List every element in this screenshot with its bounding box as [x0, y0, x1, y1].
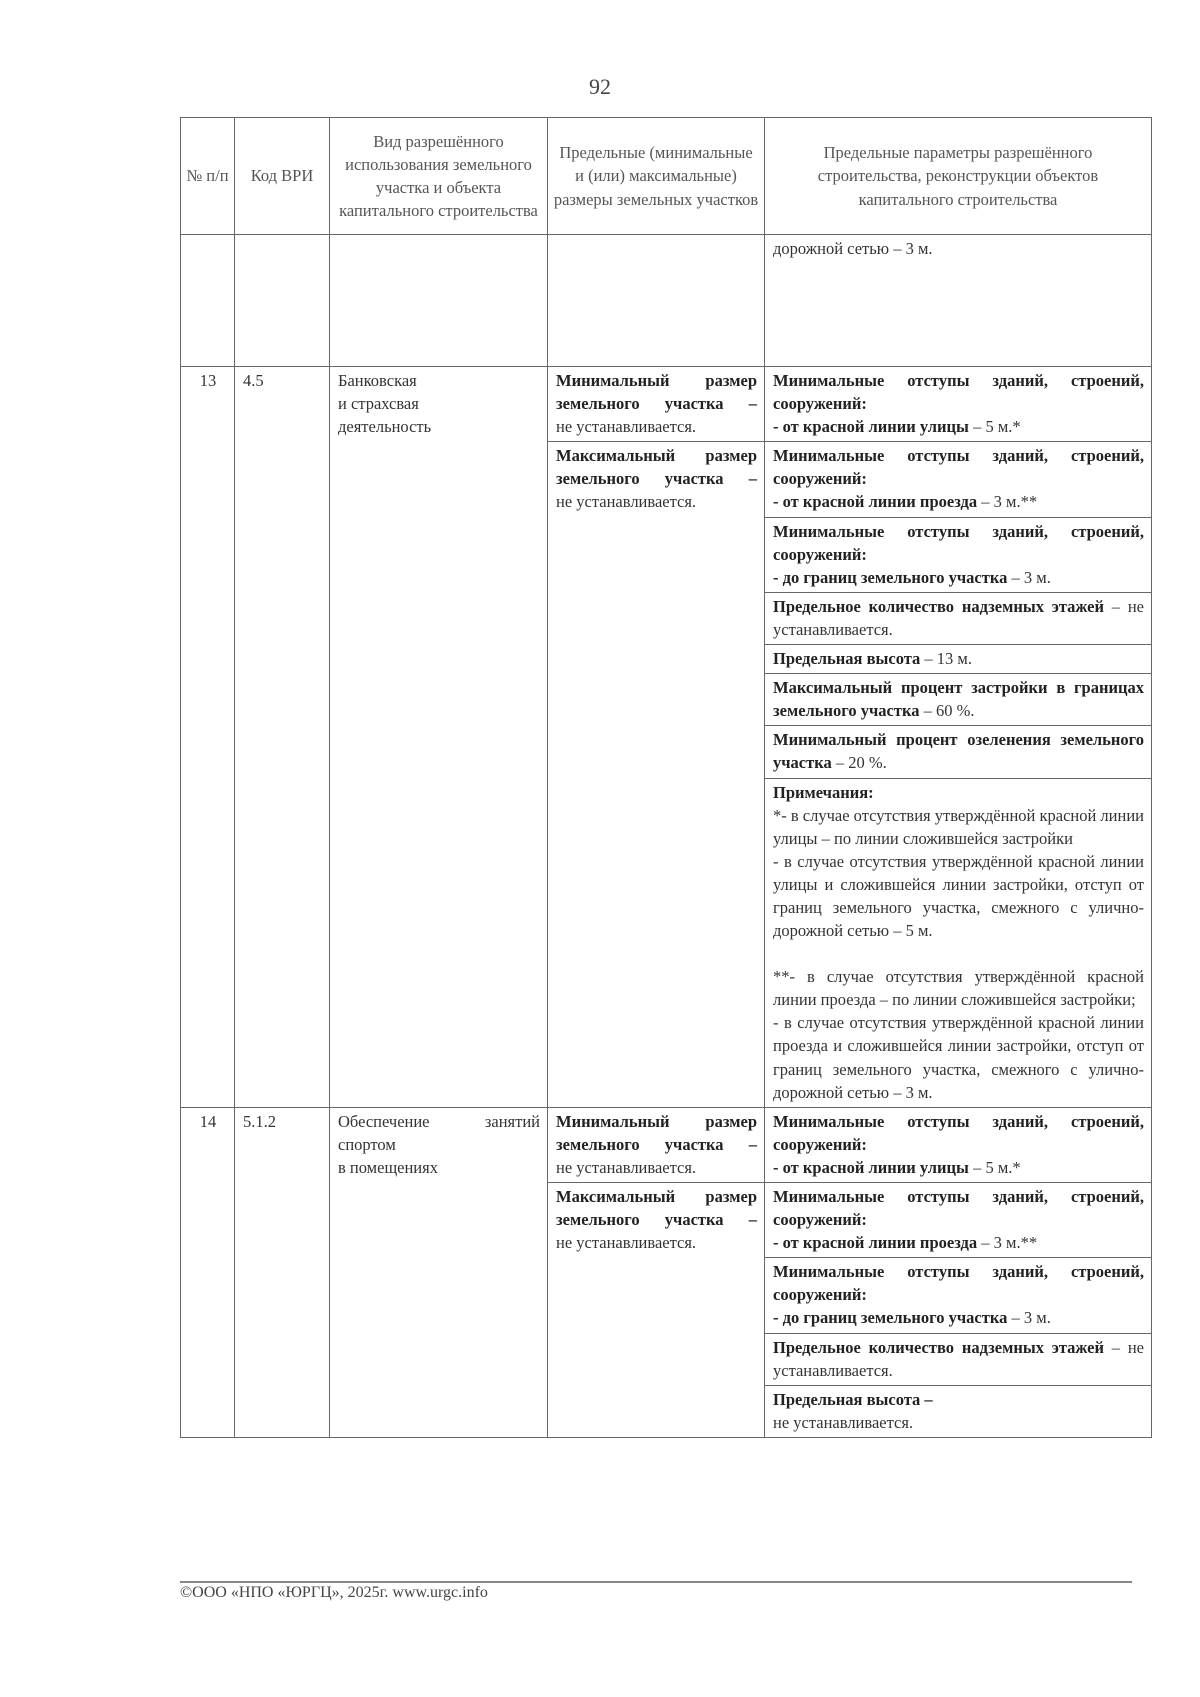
continuation-code-cell: [235, 235, 330, 367]
param-value: – 3 м.: [1007, 1308, 1051, 1328]
header-params: Предельные параметры разрешённого строительства, реконструкции объектов капитального строительства: [765, 118, 1152, 235]
row-14-param-4: [765, 1333, 1152, 1385]
continuation-size-cell: [548, 235, 765, 367]
param-title: Минимальные отступы зданий, строений, сооружений:: [773, 1187, 1144, 1230]
row-14-code: 5.1.2: [235, 1107, 330, 1437]
row-13-use-line: деятельность: [338, 417, 432, 437]
param-detail: - от красной линии проезда: [773, 492, 978, 512]
param-detail: - от красной линии улицы: [773, 1157, 969, 1177]
param-title: Минимальный процент озеленения земельного участка: [773, 730, 1144, 773]
param-title: Предельная высота: [773, 649, 921, 669]
row-13-param-4: [765, 592, 1152, 644]
param-detail: - до границ земельного участка: [773, 567, 1008, 587]
row-14-min-size: [548, 1107, 765, 1182]
header-size: Предельные (минимальные и (или) максимальные) размеры земельных участков: [548, 118, 765, 235]
row-13-max-size-title: Максимальный размер земельного участка –: [556, 446, 757, 489]
row-14-use-line: Обеспечение занятий: [338, 1111, 540, 1131]
row-13-use: [330, 367, 548, 1108]
page-number: 92: [589, 74, 611, 99]
param-value: – 3 м.**: [977, 1233, 1038, 1253]
row-13-notes: [765, 778, 1152, 1107]
row-14-min-size-value: не устанавливается.: [556, 1157, 697, 1177]
continuation-text: дорожной сетью – 3 м.: [773, 239, 933, 258]
row-14-param-5: [765, 1385, 1152, 1437]
row-14-min-size-title: Минимальный размер земельного участка –: [556, 1111, 757, 1154]
param-value: – 3 м.: [1007, 567, 1051, 587]
table-row-14: [181, 1107, 1152, 1182]
param-value: – 3 м.**: [977, 492, 1038, 512]
row-13-param-2: [765, 442, 1152, 517]
note-item: - в случае отсутствия утверждённой красной линии проезда и сложившейся линии застройки, отступ от границ земельного участка, смежного с улично-дорожной сетью – 3 м.: [773, 1013, 1144, 1102]
param-value: – 5 м.*: [968, 417, 1021, 437]
row-13-max-size-value: не устанавливается.: [556, 492, 697, 512]
note-spacer: [773, 942, 1144, 965]
row-13-code: 4.5: [235, 367, 330, 1108]
row-14-param-1: [765, 1107, 1152, 1182]
continuation-row: [181, 235, 1152, 367]
row-14-use-line: спортом: [338, 1134, 396, 1154]
param-value: – 5 м.*: [968, 1157, 1021, 1177]
row-13-param-6: [765, 674, 1152, 726]
row-13-param-1: [765, 367, 1152, 442]
table-row-13: [181, 367, 1152, 442]
row-13-use-line: Банковская: [338, 371, 417, 390]
param-title: Предельное количество надземных этажей: [773, 596, 1105, 616]
param-title: Максимальный процент застройки в границах земельного участка: [773, 678, 1144, 721]
row-14-param-3: [765, 1258, 1152, 1333]
header-use: Вид разрешённого использования земельного участка и объекта капитального строительства: [330, 118, 548, 235]
param-value: – не устанавливается.: [773, 1337, 1144, 1380]
param-detail: - от красной линии улицы: [773, 417, 969, 437]
row-13-min-size-title: Минимальный размер земельного участка –: [556, 371, 757, 414]
param-title: Минимальные отступы зданий, строений, сооружений:: [773, 1262, 1144, 1305]
note-item: - в случае отсутствия утверждённой красной линии улицы и сложившейся линии застройки, отступ от границ земельного участка, смежного с улично-дорожной сетью – 5 м.: [773, 851, 1144, 941]
row-14-max-size: [548, 1183, 765, 1438]
note-item: **- в случае отсутствия утверждённой красной линии проезда – по линии сложившейся застройки;: [773, 967, 1144, 1010]
row-13-num: 13: [181, 367, 235, 1108]
continuation-num-cell: [181, 235, 235, 367]
row-13-max-size: [548, 442, 765, 1107]
param-title: Минимальные отступы зданий, строений, сооружений:: [773, 446, 1144, 489]
table-header-row: [181, 118, 1152, 235]
regulations-table: [180, 117, 1152, 1438]
footer-divider: [180, 1581, 1132, 1583]
row-13-param-5: [765, 645, 1152, 674]
param-detail: - до границ земельного участка: [773, 1308, 1008, 1328]
param-title: Предельное количество надземных этажей: [773, 1337, 1105, 1357]
row-13-min-size-value: не устанавливается.: [556, 417, 697, 437]
header-num: № п/п: [181, 118, 235, 235]
param-value: – 20 %.: [831, 753, 887, 773]
row-14-use: [330, 1107, 548, 1437]
param-value: не устанавливается.: [773, 1412, 914, 1432]
footer-copyright: ©ООО «НПО «ЮРГЦ», 2025г. www.urgc.info: [180, 1584, 488, 1601]
row-14-param-2: [765, 1183, 1152, 1258]
header-code: Код ВРИ: [235, 118, 330, 235]
row-14-num: 14: [181, 1107, 235, 1437]
continuation-use-cell: [330, 235, 548, 367]
notes-title: Примечания:: [773, 782, 874, 802]
param-title: Минимальные отступы зданий, строений, сооружений:: [773, 1111, 1144, 1154]
param-value: – 13 м.: [920, 649, 972, 669]
param-title: Минимальные отступы зданий, строений, сооружений:: [773, 521, 1144, 564]
row-13-use-line: и страхсвая: [338, 394, 419, 414]
row-14-use-line: в помещениях: [338, 1157, 438, 1177]
param-value: – не устанавливается.: [773, 596, 1144, 639]
param-title: Минимальные отступы зданий, строений, сооружений:: [773, 371, 1144, 414]
param-value: – 60 %.: [919, 701, 975, 721]
continuation-params-cell: [765, 235, 1152, 367]
row-14-max-size-title: Максимальный размер земельного участка –: [556, 1187, 757, 1230]
row-13-param-3: [765, 517, 1152, 592]
param-detail: - от красной линии проезда: [773, 1233, 978, 1253]
row-14-max-size-value: не устанавливается.: [556, 1233, 697, 1253]
row-13-param-7: [765, 726, 1152, 778]
note-item: *- в случае отсутствия утверждённой красной линии улицы – по линии сложившейся застройки: [773, 805, 1144, 848]
param-title: Предельная высота –: [773, 1389, 933, 1409]
row-13-min-size: [548, 367, 765, 442]
